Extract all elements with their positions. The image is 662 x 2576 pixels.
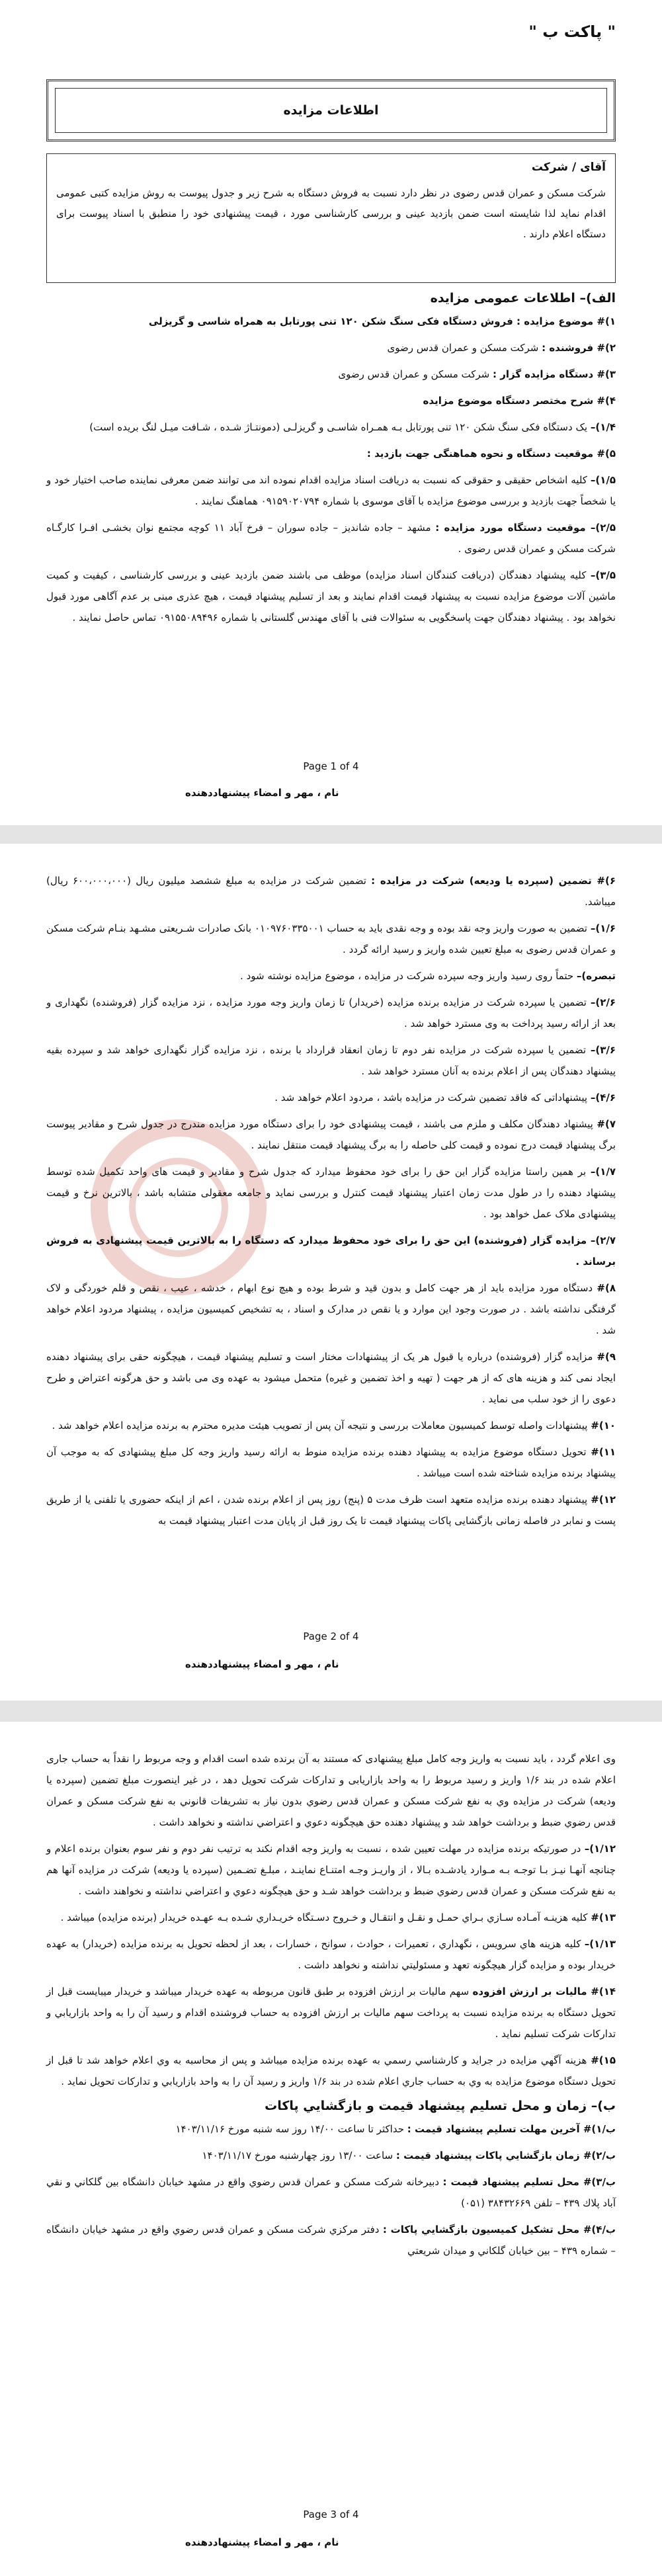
- clause-label: ب/۴)# محل تشكيل كميسيون بازگشايي پاكات :: [382, 2224, 616, 2235]
- clause-text: مشهد – جاده شاندیز – جاده سوران – فرخ آباد ۱۱ کوچه مجتمع نوان بخشـی افـرا کارگـاه شرکت مسکن و عمران قدس رضوی .: [46, 522, 616, 555]
- packet-label: " پاکت ب ": [528, 22, 616, 41]
- clause-paragraph: [46, 1933, 616, 1976]
- signature-line: نام ، مهر و امضاء پيشنهاددهنده: [185, 2536, 339, 2548]
- clause-text: پیشنهاد دهنده برنده مزایده متعهد است ظرف مدت ۵ (پنج) روز پس از اعلام برنده شدن ، اعم از اینکه حضوری یا تلفنی یا از طریق پست و نمابر در فاصله زمانی بازگشایی پاکات پیشنهاد قیمت تا یک روز قبل از پایان مدت اعتبار پیشنهاد قیمت به: [46, 1494, 616, 1527]
- clause-paragraph: [46, 1039, 616, 1082]
- clause-text: وی اعلام گردد ، باید نسبت به واریز وجه کامل مبلغ پیشنهادی که مستند به آن برنده شده است اقدام و وجه مربوط را نقداً به حساب جاری اعلام شده در بند ۱/۶ واریز و رسید مربوط را به واحد بازاریابی و تداركات شركت تحويل دهد ، در غير اينصورت مبلغ تضمين (سپرده يا وديعه) شركت در مزايده وي به نفع شركت مسكن و عمران قدس رضوي بدون نياز به تشريفات قانوني به نفع شركت مسكن و عمران قدس رضوي ضبط و برداشت خواهد شد و پيشنهاد دهنده حق هيچگونه دعوي و اعتراضي نداشته و نخواهد داشت .: [46, 1753, 616, 1828]
- title-frame: [46, 79, 616, 141]
- clause-paragraph: [46, 390, 616, 411]
- section-continued: [46, 870, 616, 1537]
- section-title: الف)– اطلاعات عمومی مزایده: [430, 291, 616, 305]
- clause-text: كليه هزينـه آمـاده سـازي بـراي حمـل و نقـل و انتقـال و خـروج دسـتگاه خريـداري شـده بـه عهـده خريدار (برنده مزايده) ميباشد .: [60, 1912, 588, 1923]
- clause-text: دبيرخانه شركت مسكن و عمران قدس رضوي واقع در مشهد خيابان دانشگاه بين گلكاني و نقي آباد پلاك ۴۳۹ – تلفن ۳۸۴۳۲۶۶۹ (۰۵۱): [46, 2176, 616, 2209]
- clause-label: ۱/۴)–: [590, 421, 616, 433]
- clause-text: ساعت ۱۳/۰۰ روز چهارشنبه مورخ ۱۴۰۳/۱۱/۱۷: [202, 2150, 393, 2161]
- clause-label: ۱/۵)–: [590, 474, 616, 486]
- clause-label: تبصره)–: [576, 970, 616, 982]
- clause-label: ۸)#: [597, 1282, 616, 1294]
- clause-text: تضمین شرکت در مزایده به مبلغ ششصد میلیون ریال (۶۰۰،۰۰۰،۰۰۰ ریال) میباشد.: [46, 875, 616, 908]
- page-title: اطلاعات مزایده: [55, 88, 607, 133]
- clause-text: تضمین یا سپرده شرکت در مزایده برنده مزایده (خریدار) تا زمان واریز وجه مورد مزایده ، نزد مزایده گزار (فروشنده) نگهداری و بعد از ارائه رسید پرداخت به وی مسترد خواهد شد .: [46, 996, 616, 1029]
- clause-label: ۱/۶)–: [590, 922, 616, 934]
- clause-text: مزایده گزار (فروشنده) درباره یا قبول هر یک از پیشنهادات مختار است و تسلیم پیشنهاد قیمت ، هیچگونه حقی برای پیشنهاد دهنده ایجاد نمی کند و هزینه های که از هر جهت ( تهیه و اخذ تضمین و غیره) متحمل میشود به عهده وی می باشد و حق هرگونه اعتراض و طرح دعوی را از خود سلب می نماید .: [46, 1351, 616, 1405]
- clause-text: کلیه اشخاص حقیقی و حقوقی که نسبت به دریافت اسناد مزایده اقدام نموده اند می توانند ضمن معرفی نماینده صاحب اختیار خود و یا شخصاً جهت بازدید و بررسی موضوع مزایده با آقای موسوی با شماره ۰۹۱۵۹۰۲۰۷۹۴ هماهنگ نمایند .: [46, 474, 616, 507]
- clause-paragraph: [46, 2050, 616, 2092]
- clause-text: دفتر مركزي شركت مسكن و عمران قدس رضوي واقع در مشهد خيابان دانشگاه – شماره ۴۳۹ – بين خيابان گلكاني و ميدان شريعتي: [46, 2224, 616, 2257]
- clause-paragraph: [46, 417, 616, 438]
- clause-text: تحویل دستگاه موضوع مزایده به پیشنهاد دهنده برنده مزایده منوط به ارائه رسید واریز وجه کل مبلغ پیشنهادی که به موجب آن پیشنهاد برنده مزایده شناخته شده است میباشد .: [46, 1446, 616, 1479]
- clause-label: ۱۰)#: [591, 1420, 616, 1431]
- clause-paragraph: [46, 965, 616, 986]
- page-number: Page 2 of 4: [303, 1630, 359, 1642]
- clause-text: حتماً روی رسید واریز وجه سپرده شرکت در مزایده ، موضوع مزایده نوشته شود .: [240, 970, 574, 982]
- clause-label: ۴/۶)–: [590, 1092, 616, 1104]
- clause-text: پیشنهاد دهندگان مکلف و ملزم می باشند ، قیمت پیشنهادی خود را برای دستگاه مورد مزایده مندرج در جدول شرح و مقادیر پیوست برگ پیشنهاد قیمت درج نموده و قیمت کلی حاصله را به برگ پیشنهاد قیمت منتقل نمایند .: [46, 1118, 616, 1151]
- clause-label: ۱/۱۲)–: [584, 1843, 616, 1855]
- clause-text: حداكثر تا ساعت ۱۴/۰۰ روز سه شنبه مورخ ۱۴۰۳/۱۱/۱۶: [175, 2123, 404, 2135]
- clause-paragraph: [46, 870, 616, 912]
- page-number: Page 3 of 4: [303, 2509, 359, 2520]
- clause-paragraph: [46, 1907, 616, 1928]
- document-page-1: [0, 0, 662, 825]
- clause-label: ۲/۶)–: [590, 996, 616, 1008]
- clause-paragraph: [46, 1838, 616, 1902]
- clause-paragraph: [46, 517, 616, 559]
- clause-text: كليه هزينه هاي سرويس ، نگهداري ، تعميرات ، حوادث ، سوانح ، خسارات ، بعد از لحظه تحويل به برنده مزايده (خريدار) به عهده خريدار بوده و مزايده گزار هيچگونه تعهد و مسئوليتي نداشته و نخواهد داشت .: [46, 1938, 616, 1971]
- clause-paragraph: [46, 2118, 616, 2140]
- signature-line: نام ، مهر و امضاء پیشنهاددهنده: [185, 1658, 339, 1670]
- clause-paragraph: [46, 1346, 616, 1410]
- clause-paragraph: [46, 1087, 616, 1108]
- section-general: [46, 291, 616, 633]
- clause-label: ۱/۱۳)–: [584, 1938, 616, 1950]
- clause-paragraph: [46, 443, 616, 464]
- clause-paragraph: [46, 1161, 616, 1225]
- clause-paragraph: [46, 918, 616, 960]
- clause-text: تضمین به صورت واریز وجه نقد بوده و وجه نقدی باید به حساب ۰۱۰۹۷۶۰۳۳۵۰۰۱ بانک صادرات شـریعتی مشـهد بنـام شرکت مسکن و عمران قدس رضوی به مبلغ تعیین شده واریز و رسید ارائه گردد .: [46, 922, 616, 955]
- org-box: [46, 153, 616, 283]
- clause-paragraph: [46, 1277, 616, 1341]
- clause-paragraph: [46, 992, 616, 1034]
- clause-label: ۴)# شرح مختصر دستگاه موضوع مزایده: [423, 395, 616, 407]
- clause-label: ۷)#: [597, 1118, 616, 1130]
- clause-label: ۳/۵)–: [590, 569, 616, 581]
- clause-label: ب/۳)# محل تسليم پيشنهاد قيمت :: [442, 2176, 616, 2188]
- org-text: شرکت مسکن و عمران قدس رضوی در نظر دارد نسبت به فروش دستگاه به شرح زیر و جدول پیوست به روش مزایده کتبی عمومی اقدام نماید لذا شایسته است ضمن بازدید عینی و بررسی کارشناسی مورد ، قیمت پیشنهادی خود را منطبق با اسناد پیوست برای دستگاه اعلام دارند .: [56, 187, 606, 240]
- clause-paragraph: [46, 1748, 616, 1833]
- clause-label: ۹)#: [597, 1351, 616, 1363]
- clause-text: در صورتيكه برنده مزايده در مهلت تعيين شده ، نسبت به واريز وجه اقدام نكند به ترتيب نفر دوم و نفر سوم بعنوان برنده اعلام و چنانچه آنهـا نيـز بـا توجـه بـه مـوارد يادشـده بـالا ، از واريـز وجـه امتنـاع نماينـد ، مبلـغ تضـمين (سپرده يا وديعه) شركت در مزايده آنها هم به نفع شركت مسكن و عمران قدس رضوي ضبط و برداشت خواهد شـد و حق هيچگونه دعوي و اعتراضي نداشته و نخواهند داشت .: [46, 1843, 616, 1897]
- clause-text: پیشنهاداتی که فاقد تضمین شرکت در مزایده باشد ، مردود اعلام خواهد شد .: [274, 1092, 588, 1104]
- clause-text: پیشنهادات واصله توسط کمیسیون معاملات بررسی و نتیجه آن پس از تصویب هیئت مدیره محترم به برنده مزایده اعلام خواهد شد .: [52, 1420, 588, 1431]
- clause-text: تضمین یا سپرده شرکت در مزایده نفر دوم تا زمان انعقاد قرارداد با برنده ، نزد مزایده گزار نگهداری خواهد شد و سپرده بقیه پیشنهاد دهندگان پس از اعلام برنده به آنان مسترد خواهد شد .: [46, 1044, 616, 1077]
- clause-text: شرکت مسکن و عمران قدس رضوی: [338, 368, 490, 380]
- document-page-3: [0, 1722, 662, 2576]
- clause-paragraph: [46, 337, 616, 358]
- org-label: آقای / شرکت: [531, 161, 606, 174]
- clause-paragraph: [46, 1230, 616, 1272]
- signature-line: نام ، مهر و امضاء پیشنهاددهنده: [185, 787, 339, 799]
- clause-label: ۳)# دستگاه مزایده گزار :: [493, 368, 616, 380]
- clause-paragraph: [46, 565, 616, 628]
- clause-paragraph: [46, 311, 616, 332]
- clause-paragraph: [46, 1415, 616, 1436]
- clause-paragraph: [46, 1441, 616, 1484]
- clause-label: ۲)# فروشنده :: [542, 342, 616, 354]
- clause-paragraph: [46, 364, 616, 385]
- clause-text: کلیه پیشنهاد دهندگان (دریافت کنندگان اسناد مزایده) موظف می باشند ضمن بازدید عینی و بررسی کارشناسی ، کیفیت و کمیت ماشین آلات موضوع مزایده نسبت به پیشنهاد قیمت اقدام نمایند و بعد از تسلیم پیشنهاد قیمت ، هیچ عذری مبنی بر عدم آگاهی مورد قبول نخواهد بود . پیشنهاد دهندگان جهت پاسخگویی به سئوالات فنی با آقای مهندس گلستانی با شماره ۰۹۱۵۵۰۸۹۴۹۶ تماس حاصل نمایند .: [46, 569, 616, 624]
- clause-label: ۱)‌# موضوع مزایده : فروش دستگاه فکی سنگ شکن ۱۲۰ تنی پورتابل به همراه شاسی و گریزلی: [148, 315, 616, 327]
- document-page-2: [0, 844, 662, 1701]
- clause-text: هزينه آگهي مزايده در جرايد و كارشناسي رسمي به عهده برنده مزايده ميباشد و پس از محاسبه به وي اعلام خواهد شد تا قبل از تحويل دستگاه موضوع مزايده به وي به حساب جاري اعلام شده در بند ۱/۶ واريز و رسيد آن را به واحد بازاريابي و تداركات تحويل نمايد .: [46, 2054, 616, 2087]
- clause-label: ۱۵)#: [591, 2054, 616, 2066]
- clause-paragraph: [46, 2145, 616, 2166]
- clause-text: یک دستگاه فکی سنگ شکن ۱۲۰ تنی پورتابل بـه همـراه شاسـی و گریزلـی (دمونتـاژ شـده ، شـافت میـل لنگ بریده است): [89, 421, 588, 433]
- clause-label: ۱۱)#: [591, 1446, 616, 1458]
- clause-text: سهم ماليات بر ارزش افزوده بر طبق قانون مربوطه به عهده خريدار ميباشد و خريدار ميبايست قبل از تحويل دستگاه به برنده مزايده نسبت به پرداخت سهم ماليات بر ارزش افزوده به حساب فروشنده اقدام و رسيد آن را به واحد بازاريابي و تداركات شركت تسليم نمايد .: [46, 1986, 616, 2040]
- page-number: Page 1 of 4: [303, 760, 359, 772]
- clause-label: ۱۲)#: [591, 1494, 616, 1506]
- clause-label: ب/۲)# زمان بازگشايي پاكات پيشنهاد قيمت :: [395, 2150, 616, 2161]
- clause-text: دستگاه مورد مزایده باید از هر جهت کامل و بدون قید و شرط بوده و هیچ نوع ابهام ، خدشه ، عیب ، نقص و قلم خوردگی و لاک گرفتگی نداشته باشد . در صورت وجود این موارد و یا نقص در مدارک و اسناد ، به تشخیص کمیسیون مزایده ، پیشنهاد مردود اعلام خواهد شد .: [46, 1282, 616, 1336]
- clause-paragraph: [46, 1113, 616, 1156]
- clause-paragraph: [46, 1489, 616, 1531]
- clause-label: ۱۴)# ماليات بر ارزش افزوده: [472, 1986, 616, 1997]
- clause-label: ۳/۶)–: [590, 1044, 616, 1056]
- clause-paragraph: [46, 469, 616, 512]
- clause-text: بر همین راستا مزایده گزار این حق را برای خود محفوظ میدارد که جدول شرح و مقادیر و قیمت های واحد تکمیل شده توسط پیشنهاد دهنده را در طول مدت زمان اعتبار پیشنهاد قیمت کنترل و بررسی نماید و جامعه معقولی متشابه باشد ، بالاترین نرخ و قیمت پیشنهادی ملاک عمل خواهد بود .: [46, 1166, 616, 1220]
- section-continued: [46, 1748, 616, 2267]
- clause-paragraph: [46, 1981, 616, 2044]
- clause-label: ۱/۷)–: [590, 1166, 616, 1178]
- section-b-title: ب)– زمان و محل تسليم پيشنهاد قيمت و بازگشايي پاكات: [265, 2099, 616, 2113]
- clause-label: ب/۱)# آخرين مهلت تسليم پيشنهاد قيمت :: [407, 2123, 616, 2135]
- clause-label: ۶)# تضمین (سپرده یا ودیعه) شرکت در مزایده :: [371, 875, 616, 887]
- clause-label: ۲/۷)– مزایده گزار (فروشنده) این حق را برای خود محفوظ میدارد که دستگاه را به بالاترین قیمت پیشنهادی به فروش برساند .: [46, 1234, 616, 1268]
- clause-label: ۱۳)#: [591, 1912, 616, 1923]
- clause-label: ۲/۵)– موقعیت دستگاه مورد مزایده :: [435, 522, 616, 534]
- clause-paragraph: [46, 2171, 616, 2214]
- clause-paragraph: [46, 2219, 616, 2261]
- clause-text: شرکت مسکن و عمران قدس رضوی: [387, 342, 539, 354]
- clause-label: ۵)# موقعیت دستگاه و نحوه هماهنگی جهت بازدید :: [366, 448, 616, 460]
